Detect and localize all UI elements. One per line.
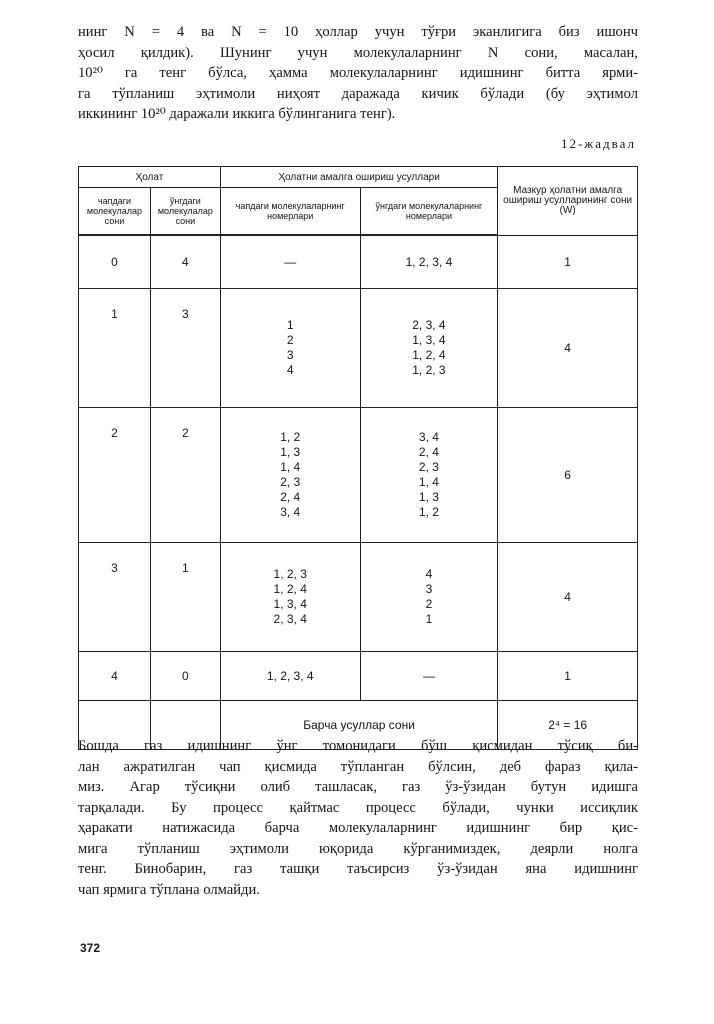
num-entry: 1, 2 [418, 505, 439, 519]
text-line: мига тўпланиш эҳтимоли юқорида кўрганимиздек, деярли нолга [78, 840, 638, 857]
cell-right-numbers [360, 408, 498, 543]
total-label: Барча усуллар сони [220, 701, 497, 750]
total-value: 2⁴ = 16 [498, 701, 638, 750]
num-entry: 1, 2, 4 [273, 582, 307, 596]
num-entry: 1, 3, 4 [412, 333, 446, 347]
top-paragraph [78, 22, 638, 125]
cell-left-numbers [220, 235, 360, 289]
header-count: Мазкур ҳолатни амалга ошириш усулларининг сони (W) [498, 167, 638, 236]
num-entry: — [284, 254, 297, 269]
text-line: иккининг 10²⁰ даражали иккига бўлинганига тенг). [78, 106, 396, 122]
num-entry: 2 [425, 597, 433, 611]
cell-left-count: 0 [79, 235, 151, 289]
num-entry: 1, 2 [280, 430, 301, 444]
num-entry: 1, 3 [418, 490, 439, 504]
text-line: Бошда газ идишнинг ўнг томонидаги бўш қисмидан тўсиқ би- [78, 738, 638, 754]
cell-ways: 4 [498, 289, 638, 408]
cell-left-count: 3 [79, 543, 151, 652]
cell-left-numbers [220, 543, 360, 652]
num-entry: 2, 3 [418, 460, 439, 474]
num-entry: 2, 3, 4 [412, 318, 446, 332]
text-line: 10²⁰ га тенг бўлса, ҳамма молекулаларнинг идишнинг битта ярми- [78, 65, 638, 81]
num-entry: 3, 4 [418, 430, 439, 444]
table-row [79, 543, 638, 652]
text-line: лан ажратилган чап қисмида тўпланган бўлсин, деб фараз қила- [78, 758, 638, 775]
cell-ways: 1 [498, 652, 638, 701]
table-row [79, 652, 638, 701]
num-entry: 1, 2, 3 [412, 363, 446, 377]
num-entry: 2, 3, 4 [273, 612, 307, 626]
cell-left-count: 4 [79, 652, 151, 701]
cell-right-numbers [360, 235, 498, 289]
num-entry: 1, 4 [280, 460, 301, 474]
table-caption: 12-жадвал [560, 136, 636, 151]
header-methods: Ҳолатни амалга ошириш усуллари [220, 167, 497, 188]
cell-right-count: 3 [150, 289, 220, 408]
cell-left-count: 2 [79, 408, 151, 543]
cell-right-count: 1 [150, 543, 220, 652]
cell-right-count: 0 [150, 652, 220, 701]
cell-left-numbers [220, 289, 360, 408]
num-entry: 4 [425, 567, 433, 581]
num-entry: 2, 4 [280, 490, 301, 504]
text-line: га тўпланиш эҳтимоли ниҳоят даражада кичик бўлади (бу эҳтимол [78, 85, 638, 102]
num-entry: 1, 2, 3, 4 [266, 668, 314, 683]
text-line: миз. Агар тўсиқни олиб ташласак, газ ўз-ўзидан бутун идишга [78, 779, 638, 795]
num-entry: 1, 2, 4 [412, 348, 446, 362]
num-entry: — [422, 668, 435, 683]
num-entry: 2, 4 [418, 445, 439, 459]
header-state: Ҳолат [79, 167, 221, 188]
header-left-numbers: чапдаги молекулаларнинг номерлари [220, 188, 360, 236]
cell-ways: 1 [498, 235, 638, 289]
cell-left-numbers [220, 652, 360, 701]
num-entry: 4 [286, 363, 294, 377]
cell-ways: 4 [498, 543, 638, 652]
bottom-paragraph [78, 736, 638, 900]
header-right-numbers: ўнгдаги молекулаларнинг номерлари [360, 188, 498, 236]
table-row [79, 289, 638, 408]
num-entry: 3, 4 [280, 505, 301, 519]
text-line: нинг N = 4 ва N = 10 ҳоллар учун тўғри эканлигига биз ишонч [78, 24, 638, 40]
num-entry: 2 [286, 333, 294, 347]
cell-ways: 6 [498, 408, 638, 543]
num-entry: 3 [286, 348, 294, 362]
text-line: ҳаракати натижасида барча молекулаларнинг идишнинг бир қис- [78, 820, 638, 836]
cell-right-numbers [360, 543, 498, 652]
text-line: чап ярмига тўплана олмайди. [78, 881, 260, 898]
cell-right-count: 4 [150, 235, 220, 289]
text-line: ҳосил қилдик). Шунинг учун молекулаларнинг N сони, масалан, [78, 44, 638, 61]
num-entry: 1, 4 [418, 475, 439, 489]
num-entry: 1, 3 [280, 445, 301, 459]
cell-left-count: 1 [79, 289, 151, 408]
num-entry: 3 [425, 582, 433, 596]
cell-right-count: 2 [150, 408, 220, 543]
num-entry: 2, 3 [280, 475, 301, 489]
page-number: 372 [80, 941, 101, 955]
table-row [79, 408, 638, 543]
num-entry: 1, 2, 3 [273, 567, 307, 581]
num-entry: 1 [425, 612, 433, 626]
text-line: тенг. Бинобарин, газ ташқи таъсирсиз ўз-ўзидан яна идишнинг [78, 861, 638, 877]
header-left-molecules: чапдаги молекулалар сони [79, 188, 151, 236]
table-row [79, 235, 638, 289]
states-table [78, 166, 638, 750]
cell-left-numbers [220, 408, 360, 543]
cell-right-numbers [360, 652, 498, 701]
text-line: тарқалади. Бу процесс қайтмас процесс бўлади, чунки иссиқлик [78, 799, 638, 816]
num-entry: 1 [286, 318, 294, 332]
header-right-molecules: ўнгдаги молекулалар сони [150, 188, 220, 236]
num-entry: 1, 3, 4 [273, 597, 307, 611]
num-entry: 1, 2, 3, 4 [405, 254, 453, 269]
cell-right-numbers [360, 289, 498, 408]
